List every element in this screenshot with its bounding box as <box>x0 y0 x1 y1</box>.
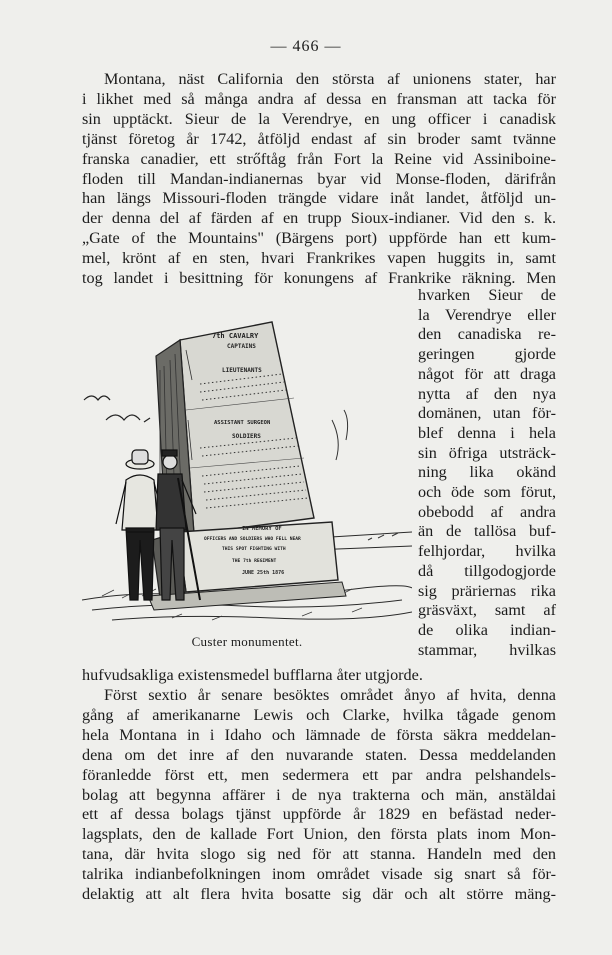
text-line: talrika indianbefolkningen inom området visade sig snart så för- <box>82 865 556 884</box>
text-line: något för att draga <box>418 364 556 383</box>
text-line: geringen gjorde <box>418 345 556 364</box>
text-line: hela Montana in i Idaho och lämnade de första säkra meddelan- <box>82 725 556 744</box>
text-line: den canadiska re- <box>418 325 556 344</box>
text-line: la Verendrye eller <box>418 305 556 324</box>
text-line: bolag att begynna affärer i de nya trakterna och män, anstäldai <box>82 785 556 804</box>
text-line: i likhet med så många andra af dessa en fransman att tacka för <box>82 89 556 108</box>
text-line: franska canadier, ett strőftåg från Fort la Reine vid Assiniboine- <box>82 149 556 168</box>
text-line: lagsplats, den de kallade Fort Union, den första plats inom Mon- <box>82 825 556 844</box>
custer-monument-illustration <box>82 300 412 640</box>
text-line: tog landet i besittning för konungens af Frankrike räkning. Men <box>82 269 556 288</box>
inscription-line: OFFICERS AND SOLDIERS WHO FELL NEAR <box>204 537 301 542</box>
text-line: Montana, näst California den största af unionens stater, har <box>104 70 556 88</box>
inscription-line: IN MEMORY OF <box>242 526 282 532</box>
inscription-line: THIS SPOT FIGHTING WITH <box>222 547 286 552</box>
text-line: hvarken Sieur de <box>418 286 556 304</box>
text-line: gång af amerikanarne Lewis och Clarke, hvilka tågade genom <box>82 705 556 724</box>
continuation-line: hufvudsakliga existensmedel bufflarna åter utgjorde. <box>82 666 423 684</box>
text-line: tjänst företog år 1742, åtföljd endast af sin broder samt tvänne <box>82 129 556 148</box>
text-line: mel, krönt af en sten, hvari Frankrikes vapen huggits in, samt <box>82 249 556 268</box>
text-line: stammar, hvilkas <box>418 640 556 659</box>
text-line: än de tallösa buf- <box>418 522 556 541</box>
text-line: „Gate of the Mountains" (Bärgens port) uppförde han ett kum- <box>82 229 556 248</box>
inscription-line: LIEUTENANTS <box>222 367 262 374</box>
text-line: delaktig att alt flera hvita bosatte sig där och alt större mäng- <box>82 885 556 904</box>
text-line: nytta af den nya <box>418 384 556 403</box>
text-line: domänen, utan för- <box>418 404 556 423</box>
page-number: — 466 — <box>270 38 342 55</box>
text-line: Först sextio år senare besöktes området ånyo af hvita, denna <box>104 686 556 704</box>
text-line: tana, där hvita slogo sig ned för att stanna. Handeln med den <box>82 845 556 864</box>
text-line: der denna del af färden af en trupp Sioux-indianer. Vid den s. k. <box>82 209 556 228</box>
text-line: de olika indian- <box>418 620 556 639</box>
text-line: obebodd af andra <box>418 502 556 521</box>
inscription-line: 7th CAVALRY <box>212 332 259 340</box>
text-line: och öde som förut, <box>418 483 556 502</box>
text-line: ning lika okänd <box>418 463 556 482</box>
text-line: blef denna i hela <box>418 423 556 442</box>
inscription-line: CAPTAINS <box>227 343 256 350</box>
text-line: gräsväxt, samt af <box>418 601 556 620</box>
text-line: föranledde först ett, men sedermera ett par andra pelshandels- <box>82 765 556 784</box>
inscription-line: JUNE 25th 1876 <box>242 570 285 576</box>
inscription-line: SOLDIERS <box>232 433 261 440</box>
text-line: felhjordar, hvilka <box>418 542 556 561</box>
text-line: sig präriernas rika <box>418 581 556 600</box>
side-column-text <box>418 286 556 660</box>
text-line: sin öfriga utsträck- <box>418 443 556 462</box>
figure-caption: Custer monumentet. <box>191 634 303 649</box>
text-line: ett af dessa bolags tjänst uppförde år 1829 en befästad neder- <box>82 805 556 824</box>
text-line: då tillgodogjorde <box>418 561 556 580</box>
paragraph-1 <box>82 70 556 289</box>
text-line: floden till Mandan-indianernas byar vid Monse-floden, därifrån <box>82 169 556 188</box>
paragraph-2 <box>82 686 556 905</box>
text-line: sin upptäckt. Sieur de la Verendrye, en ung officer i canadisk <box>82 109 556 128</box>
text-line: han längs Missouri-floden trängde vidare inåt landet, åtföljd un- <box>82 189 556 208</box>
text-line: dena om det inre af den nuvarande staten. Dessa meddelanden <box>82 745 556 764</box>
inscription-line: THE 7th REGIMENT <box>232 559 277 564</box>
inscription-line: ASSISTANT SURGEON <box>214 420 271 426</box>
